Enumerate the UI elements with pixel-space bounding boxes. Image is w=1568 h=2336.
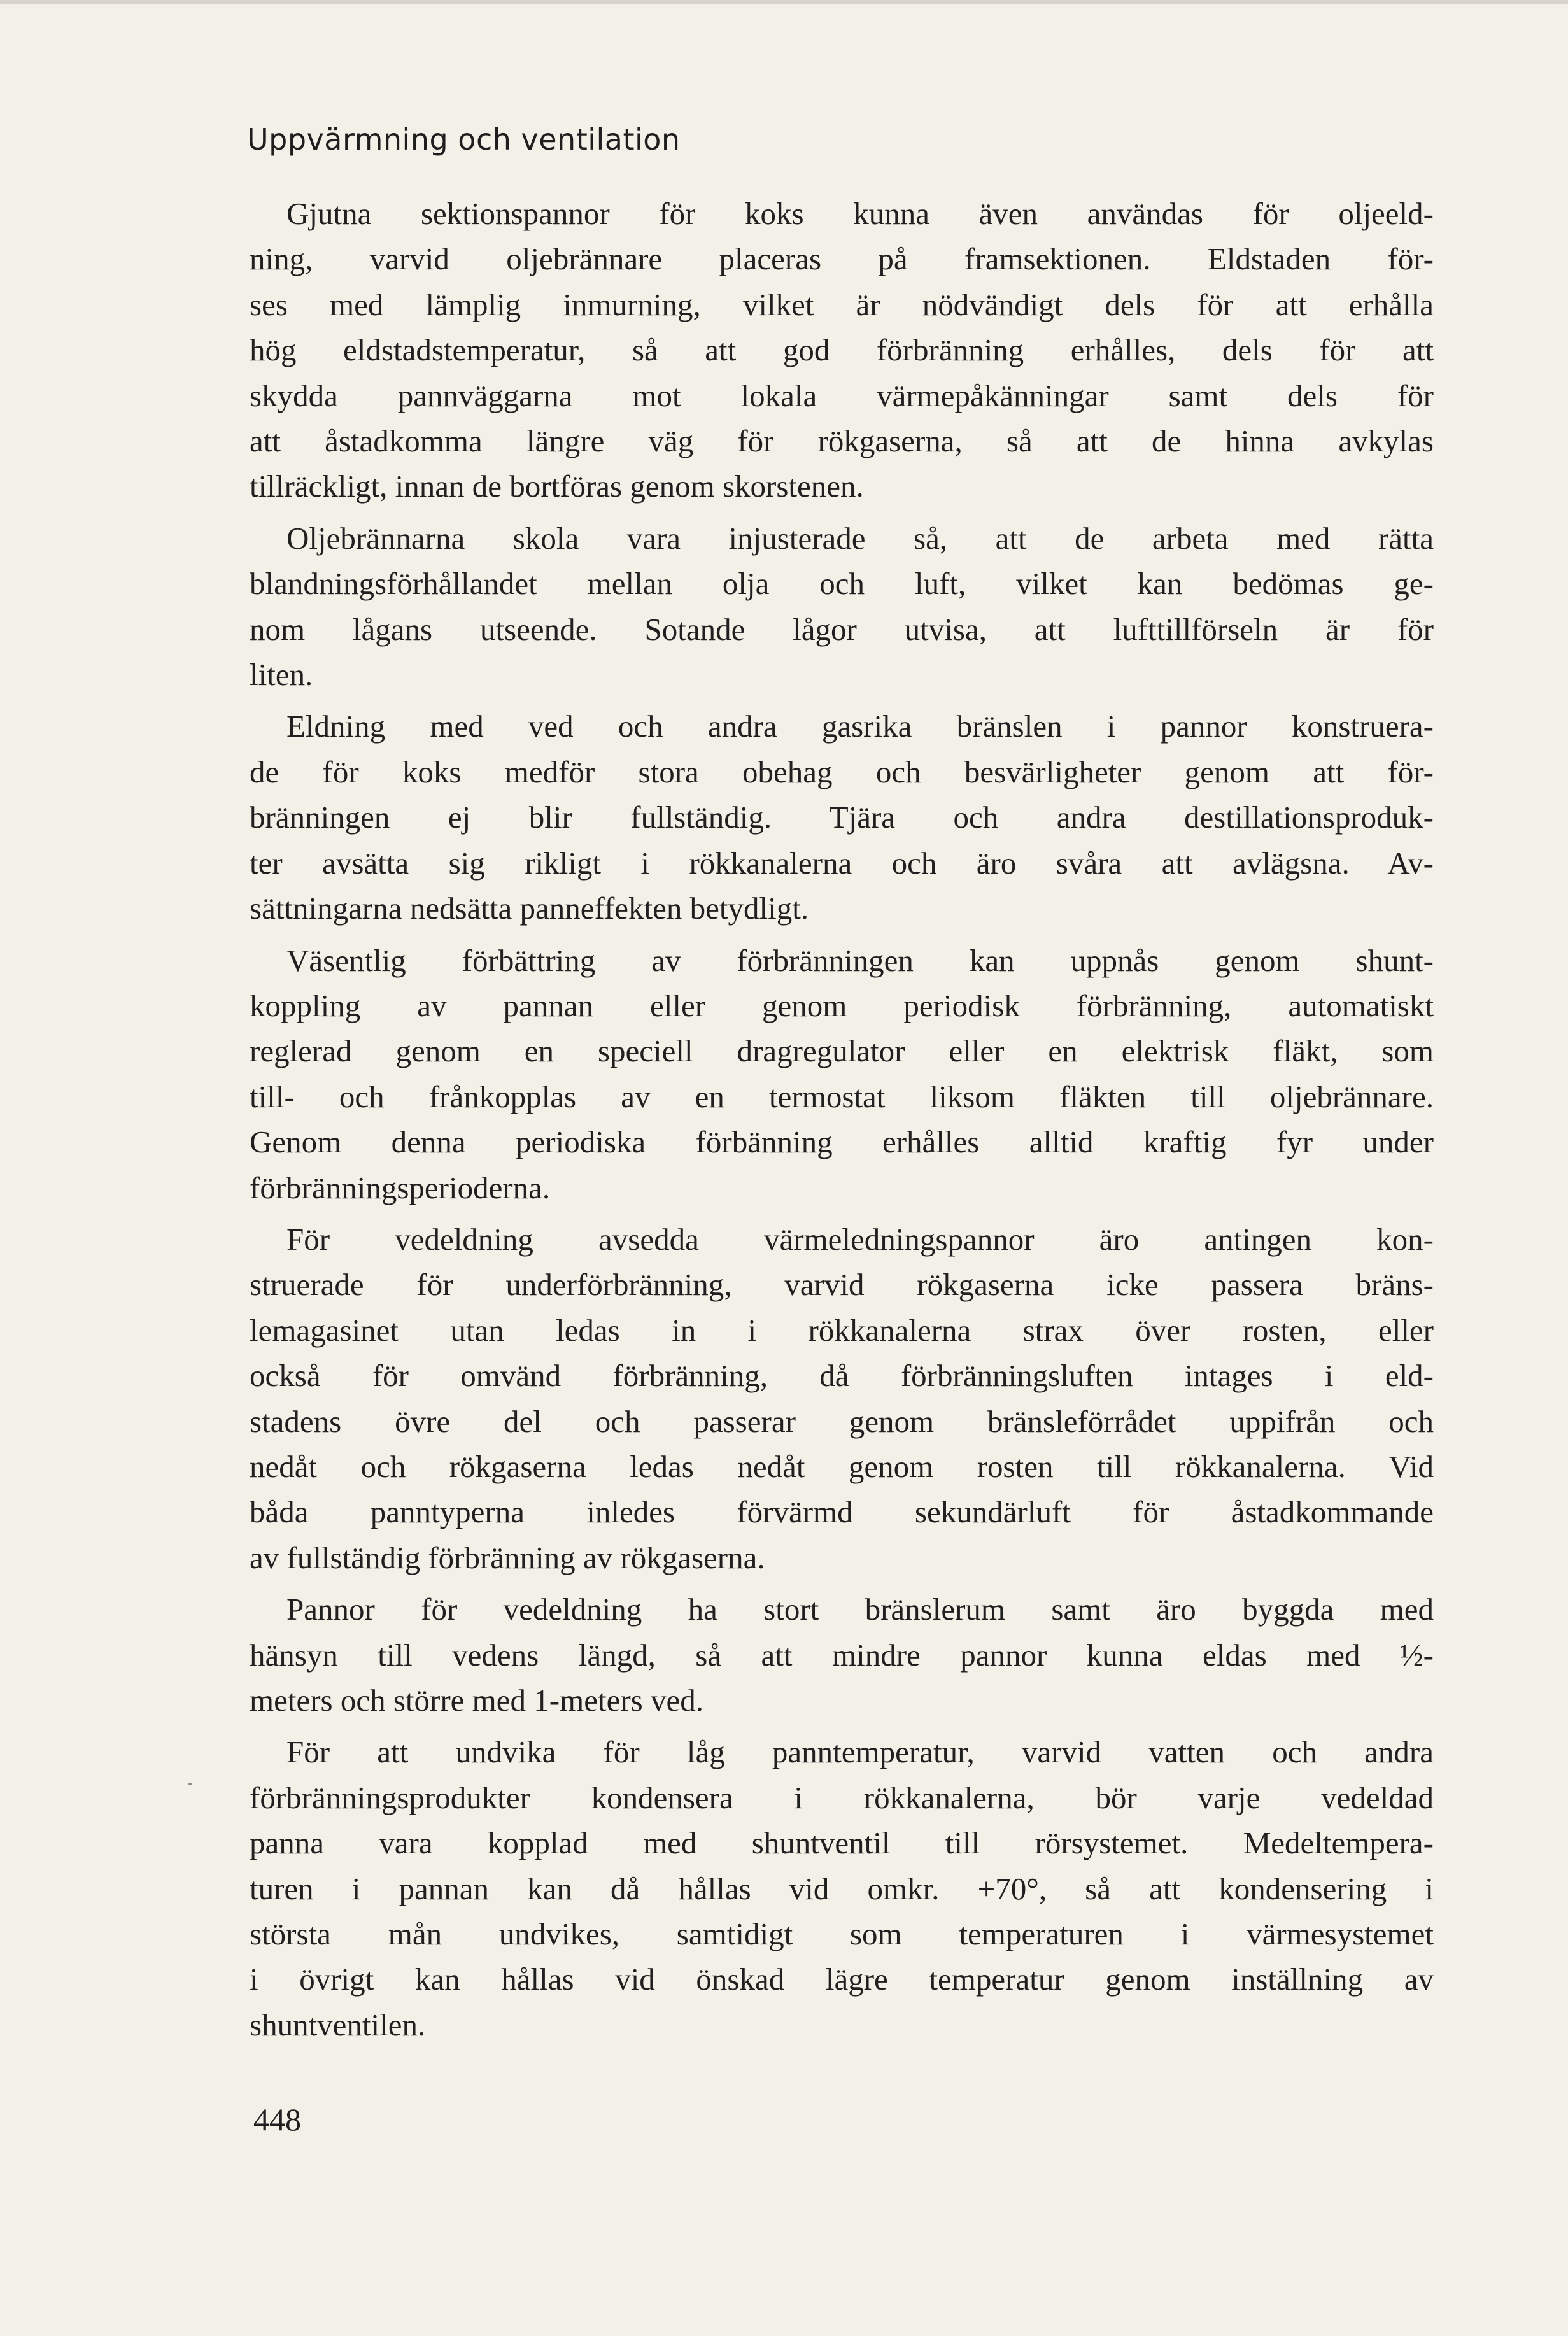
paragraph — [250, 938, 1434, 1210]
paragraph — [250, 1217, 1434, 1580]
body-text — [250, 191, 1434, 2054]
text-line: bränningen ej blir fullständig. Tjära och andra destillationsproduk- — [250, 800, 1434, 835]
text-line: förbränningsprodukter kondensera i rökkanalerna, bör varje vedeldad — [250, 1780, 1434, 1815]
text-line: ning, varvid oljebrännare placeras på framsektionen. Eldstaden för- — [250, 241, 1434, 277]
text-line: Pannor för vedeldning ha stort bränslerum samt äro byggda med — [286, 1592, 1434, 1627]
text-line: av fullständig förbränning av rökgaserna. — [250, 1540, 765, 1575]
text-line: Gjutna sektionspannor för koks kunna även användas för oljeeld- — [286, 196, 1434, 231]
text-line: nom lågans utseende. Sotande lågor utvisa, att lufttillförseln är för — [250, 611, 1434, 647]
text-line: panna vara kopplad med shuntventil till rörsystemet. Medeltempera- — [250, 1825, 1434, 1861]
text-line: hänsyn till vedens längd, så att mindre pannor kunna eldas med ½- — [250, 1637, 1434, 1673]
text-line: lemagasinet utan ledas in i rökkanalerna strax över rosten, eller — [250, 1312, 1434, 1348]
text-line: skydda pannväggarna mot lokala värmepåkänningar samt dels för — [250, 378, 1434, 413]
text-line: Väsentlig förbättring av förbränningen kan uppnås genom shunt- — [286, 942, 1434, 978]
page-number: 448 — [253, 2102, 301, 2137]
text-line: ses med lämplig inmurning, vilket är nödvändigt dels för att erhålla — [250, 287, 1434, 322]
text-line: reglerad genom en speciell dragregulator eller en elektrisk fläkt, som — [250, 1033, 1434, 1069]
text-line: koppling av pannan eller genom periodisk förbränning, automatiskt — [250, 987, 1434, 1023]
text-line: sättningarna nedsätta panneffekten betydligt. — [250, 891, 809, 926]
text-line: största mån undvikes, samtidigt som temperaturen i värmesystemet — [250, 1916, 1434, 1952]
text-line: nedåt och rökgaserna ledas nedåt genom rosten till rökkanalerna. Vid — [250, 1448, 1434, 1484]
paragraph — [250, 704, 1434, 931]
text-line: ter avsätta sig rikligt i rökkanalerna och äro svåra att avlägsna. Av- — [250, 845, 1434, 881]
text-line: båda panntyperna inledes förvärmd sekundärluft för åstadkommande — [250, 1494, 1434, 1530]
running-head: Uppvärmning och ventilation — [247, 122, 681, 157]
text-line: i övrigt kan hållas vid önskad lägre temperatur genom inställning av — [250, 1962, 1434, 1997]
paragraph — [250, 191, 1434, 509]
text-line: liten. — [250, 657, 313, 693]
text-line: meters och större med 1-meters ved. — [250, 1683, 703, 1718]
text-line: För att undvika för låg panntemperatur, varvid vatten och andra — [286, 1734, 1434, 1770]
paragraph — [250, 1729, 1434, 2048]
text-line: också för omvänd förbränning, då förbränningsluften intages i eld- — [250, 1358, 1434, 1394]
text-line: de för koks medför stora obehag och besvärligheter genom att för- — [250, 754, 1434, 789]
text-line: Oljebrännarna skola vara injusterade så, att de arbeta med rätta — [286, 520, 1434, 556]
text-line: struerade för underförbränning, varvid rökgaserna icke passera bräns- — [250, 1267, 1434, 1303]
scan-speck — [188, 1783, 192, 1785]
text-line: blandningsförhållandet mellan olja och luft, vilket kan bedömas ge- — [250, 566, 1434, 602]
text-line: För vedeldning avsedda värmeledningspannor äro antingen kon- — [286, 1221, 1434, 1257]
text-line: förbränningsperioderna. — [250, 1170, 551, 1205]
text-line: turen i pannan kan då hållas vid omkr. +70°, så att kondensering i — [250, 1871, 1434, 1906]
paragraph — [250, 1587, 1434, 1723]
text-line: shuntventilen. — [250, 2007, 426, 2042]
text-line: hög eldstadstemperatur, så att god förbränning erhålles, dels för att — [250, 332, 1434, 368]
text-line: stadens övre del och passerar genom bränsleförrådet uppifrån och — [250, 1403, 1434, 1439]
text-line: tillräckligt, innan de bortföras genom skorstenen. — [250, 469, 864, 504]
paragraph — [250, 516, 1434, 698]
text-line: Eldning med ved och andra gasrika bränslen i pannor konstruera- — [286, 709, 1434, 744]
text-line: Genom denna periodiska förbänning erhålles alltid kraftig fyr under — [250, 1124, 1434, 1160]
text-line: att åstadkomma längre väg för rökgaserna, så att de hinna avkylas — [250, 423, 1434, 459]
text-line: till- och frånkopplas av en termostat liksom fläkten till oljebrännare. — [250, 1079, 1434, 1114]
